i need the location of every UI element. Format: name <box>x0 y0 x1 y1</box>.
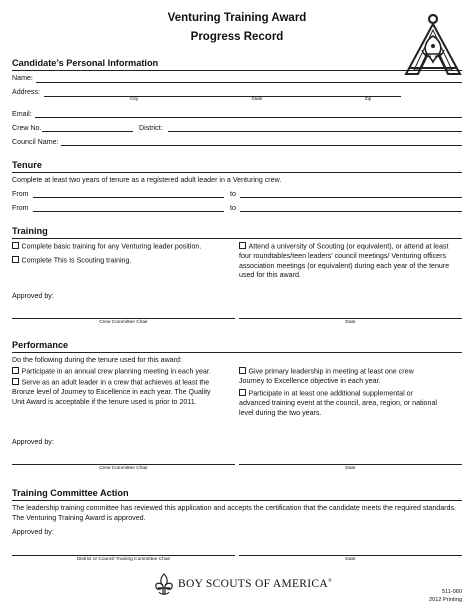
tenure-heading: Tenure <box>12 160 42 170</box>
bsa-wordmark <box>178 578 332 590</box>
section-divider <box>12 352 462 353</box>
training-date-caption: Date <box>345 320 356 325</box>
tenure-instruction: Complete at least two years of tenure as a registered adult leader in a Venturing crew. <box>12 176 282 184</box>
address-field[interactable] <box>44 96 401 97</box>
performance-approved-label: Approved by: <box>12 438 54 446</box>
form-subtitle: Progress Record <box>190 31 284 43</box>
training-heading: Training <box>12 226 48 236</box>
training-chair-caption: Crew Committee Chair <box>99 320 148 325</box>
section-divider <box>12 238 462 239</box>
tenure-from-label: From <box>12 204 29 212</box>
registered-mark: ® <box>327 579 333 585</box>
committee-approved-label: Approved by: <box>12 528 54 536</box>
performance-item-leadership: Give primary leadership in meeting at least one crew Journey to Excellence objective in each year. <box>239 367 414 386</box>
checkbox[interactable] <box>12 256 19 263</box>
tenure-to-field-1[interactable] <box>240 197 462 198</box>
performance-item-planning: Participate in an annual crew planning meeting in each year. <box>12 367 227 377</box>
performance-signature-field[interactable] <box>12 464 235 465</box>
checkbox[interactable] <box>12 378 19 385</box>
printing-year: 2012 Printing <box>429 597 462 603</box>
performance-date-field[interactable] <box>239 464 462 465</box>
committee-chair-caption: District or Council Training Committee Chair <box>76 557 171 562</box>
performance-date-caption: Date <box>345 466 356 471</box>
performance-instruction: Do the following during the tenure used for this award: <box>12 356 182 364</box>
crew-number-label: Crew No. <box>12 124 42 132</box>
training-approved-label: Approved by: <box>12 292 54 300</box>
training-item-university: Attend a university of Scouting (or equivalent), or attend at least four roundtables/teen leaders’ council meetings/ Venturing officers association meetings (or equivalent) during each year of the tenure used for this award. <box>239 242 450 280</box>
form-title: Venturing Training Award <box>167 12 307 24</box>
council-name-field[interactable] <box>61 145 462 146</box>
venturing-emblem-icon <box>402 10 464 78</box>
tenure-to-label: to <box>230 204 236 212</box>
personal-info-heading: Candidate’s Personal Information <box>12 58 159 68</box>
training-signature-field[interactable] <box>12 318 235 319</box>
form-number: 511-060 <box>441 589 462 595</box>
council-name-label: Council Name: <box>12 138 59 146</box>
performance-chair-caption: Crew Committee Chair <box>99 466 148 471</box>
checkbox[interactable] <box>239 367 246 374</box>
email-label: Email: <box>12 110 32 118</box>
email-field[interactable] <box>35 117 462 118</box>
performance-item-supplemental: Participate in at least one additional supplemental or advanced training event at the council, area, region, or national level during the two years. <box>239 389 437 417</box>
bsa-fleur-de-lis-icon <box>154 573 174 597</box>
performance-item-bronze: Serve as an adult leader in a crew that achieves at least the Bronze level of Journey to Excellence in each year. The Quality Unit Award is acceptable if the tenure used is prior to 2011. <box>12 378 211 406</box>
tenure-to-field-2[interactable] <box>240 211 462 212</box>
checkbox[interactable] <box>239 389 246 396</box>
name-label: Name: <box>12 74 33 82</box>
tenure-from-field-2[interactable] <box>33 211 224 212</box>
district-field[interactable] <box>168 131 462 132</box>
section-divider <box>12 172 462 173</box>
zip-caption: Zip <box>364 97 372 102</box>
checkbox[interactable] <box>12 367 19 374</box>
committee-date-field[interactable] <box>239 555 462 556</box>
performance-heading: Performance <box>12 340 69 350</box>
tenure-to-label: to <box>230 190 236 198</box>
section-divider <box>12 500 462 501</box>
training-date-field[interactable] <box>239 318 462 319</box>
checkbox[interactable] <box>239 242 246 249</box>
checkbox[interactable] <box>12 242 19 249</box>
district-label: District: <box>139 124 163 132</box>
tenure-from-label: From <box>12 190 29 198</box>
training-item-this-is-scouting: Complete This Is Scouting training. <box>12 256 227 266</box>
address-label: Address: <box>12 88 40 96</box>
city-caption: City <box>129 97 139 102</box>
committee-heading: Training Committee Action <box>12 488 129 498</box>
org-name: BOY SCOUTS OF AMERICA <box>178 578 328 590</box>
training-item-basic: Complete basic training for any Venturing leader position. <box>12 242 227 252</box>
tenure-from-field-1[interactable] <box>33 197 224 198</box>
committee-signature-field[interactable] <box>12 555 235 556</box>
section-divider <box>12 70 462 71</box>
committee-text: The leadership training committee has reviewed this application and accepts the certification that the candidate meets the required standards. The Venturing Training Award is approved. <box>12 504 457 522</box>
name-field[interactable] <box>36 82 462 83</box>
committee-date-caption: Date <box>345 557 356 562</box>
state-caption: State <box>251 97 263 102</box>
crew-number-field[interactable] <box>42 131 133 132</box>
